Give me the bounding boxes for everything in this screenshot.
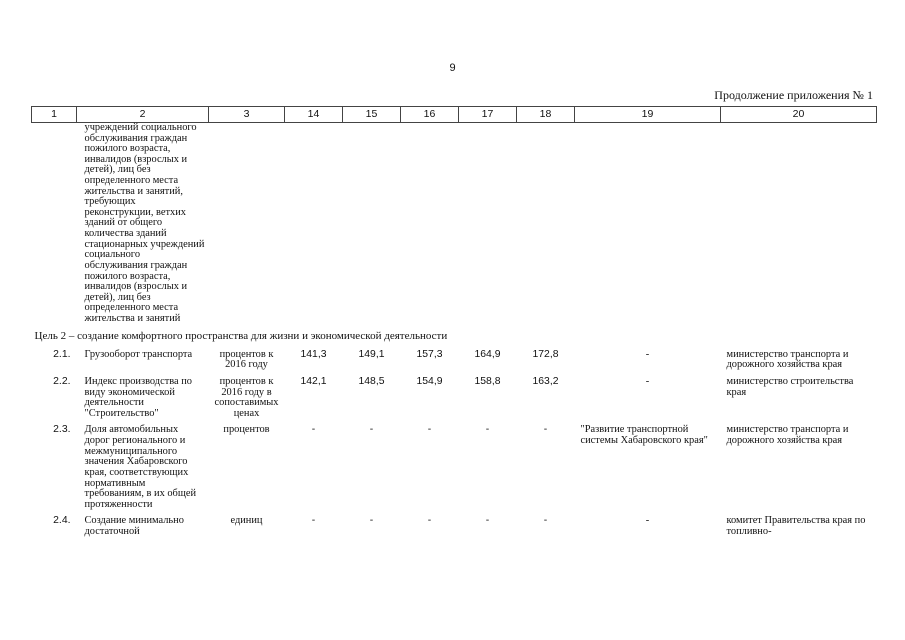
executor: министерство транспорта и дорожного хозяйства края <box>726 424 849 447</box>
executor: министерство строительства края <box>726 376 854 398</box>
continuation-caption: Продолжение приложения № 1 <box>714 88 873 102</box>
indicator-name: Индекс производства по виду экономической деятельности "Строительство" <box>84 376 192 419</box>
continued-indicator-text: учреждений социального обслуживания граждан пожилого возраста, инвалидов (взрослых и детей), лиц без определенного места жительства и занятий, требующих реконструкции, ветхих зданий от общего количества зданий стационарных учреждений социального обслуживания граждан пожилого возраста, инвалидов (взрослых и детей), лиц без определенного места жительства и занятий <box>84 122 205 324</box>
value-col-17: 158,8 <box>474 376 501 388</box>
table-row <box>32 419 877 510</box>
program: - <box>645 515 650 527</box>
indicator-name: Доля автомобильных дорог регионального и межмуниципального значения Хабаровского края, соответствующих нормативным требованиям, в их общей протяженности <box>84 424 197 510</box>
table-row <box>32 371 877 419</box>
executor: министерство транспорта и дорожного хозяйства края <box>726 348 849 371</box>
value-col-14: 141,3 <box>300 348 327 360</box>
column-header: 14 <box>285 107 343 123</box>
executor: комитет Правительства края по топливно- <box>726 515 866 537</box>
indicators-table <box>31 106 877 538</box>
unit: процентов к 2016 году <box>219 348 274 371</box>
row-number: 2.3. <box>53 424 71 436</box>
table-row-continued <box>32 123 877 325</box>
goal-row <box>32 325 877 344</box>
column-header: 18 <box>517 107 575 123</box>
value-col-16: 157,3 <box>416 348 443 360</box>
value-col-18: - <box>543 424 548 436</box>
row-number: 2.1. <box>53 348 71 360</box>
row-number: 2.2. <box>53 376 71 388</box>
value-col-17: 164,9 <box>474 348 501 360</box>
row-number: 2.4. <box>53 515 71 527</box>
value-col-18: 163,2 <box>532 376 559 388</box>
column-header: 3 <box>209 107 285 123</box>
column-header: 2 <box>77 107 209 123</box>
program: "Развитие транспортной системы Хабаровского края" <box>580 424 708 447</box>
column-header: 16 <box>401 107 459 123</box>
value-col-14: - <box>311 515 316 527</box>
unit: процентов <box>223 424 270 436</box>
unit: единиц <box>230 515 263 527</box>
table-row <box>32 344 877 371</box>
column-header: 20 <box>721 107 877 123</box>
value-col-18: 172,8 <box>532 348 559 360</box>
value-col-16: - <box>427 515 432 527</box>
goal-title: Цель 2 – создание комфортного пространства для жизни и экономической деятельности <box>34 329 448 342</box>
value-col-16: - <box>427 424 432 436</box>
page-number: 9 <box>449 62 456 74</box>
value-col-16: 154,9 <box>416 376 443 388</box>
value-col-14: - <box>311 424 316 436</box>
column-header: 1 <box>32 107 77 123</box>
program: - <box>645 376 650 388</box>
unit: процентов к 2016 году в сопоставимых ценах <box>214 376 279 419</box>
indicator-name: Создание минимально достаточной <box>84 515 184 537</box>
value-col-15: 148,5 <box>358 376 385 388</box>
value-col-15: - <box>369 515 374 527</box>
value-col-18: - <box>543 515 548 527</box>
value-col-15: 149,1 <box>358 348 385 360</box>
table-header <box>32 107 877 123</box>
value-col-17: - <box>485 515 490 527</box>
value-col-14: 142,1 <box>300 376 327 388</box>
indicator-name: Грузооборот транспорта <box>84 348 193 360</box>
column-header: 15 <box>343 107 401 123</box>
program: - <box>645 348 650 360</box>
value-col-15: - <box>369 424 374 436</box>
column-header: 17 <box>459 107 517 123</box>
value-col-17: - <box>485 424 490 436</box>
table-row <box>32 510 877 537</box>
column-header: 19 <box>575 107 721 123</box>
